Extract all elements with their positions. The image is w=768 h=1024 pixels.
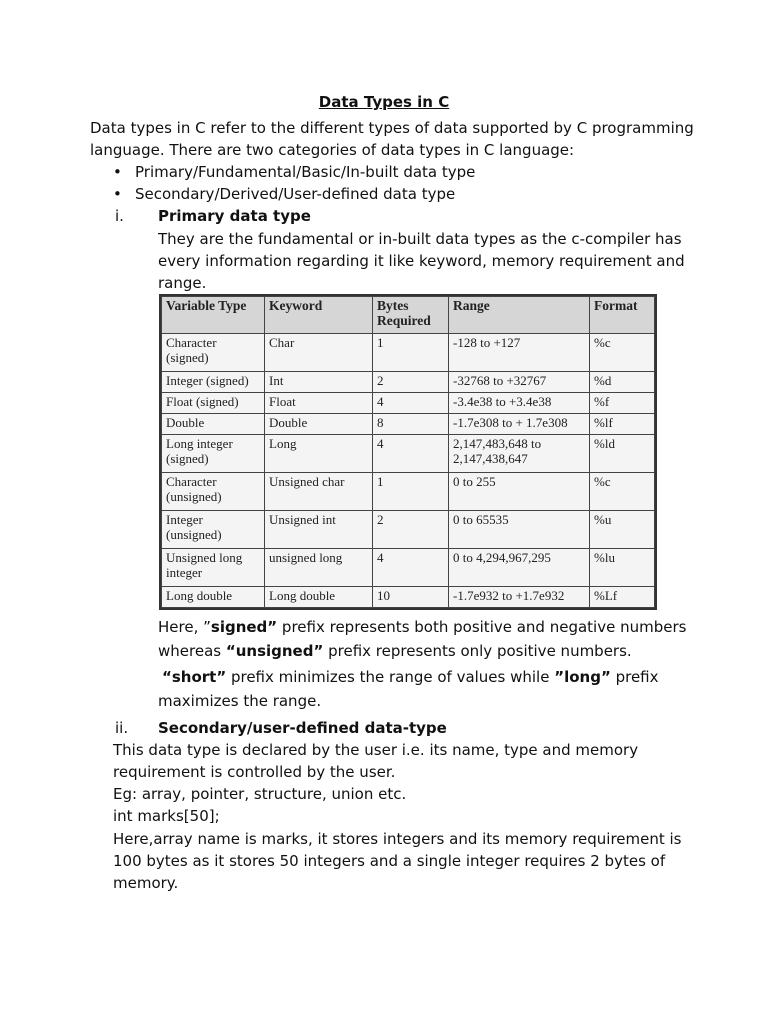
table-cell: 1: [373, 472, 449, 510]
table-cell: 4: [373, 548, 449, 586]
intro-line-1: Data types in C refer to the different types of data supported by C programming: [90, 119, 694, 137]
category-item-primary: Primary/Fundamental/Basic/In-built data type: [135, 163, 476, 181]
secondary-number: ii.: [115, 719, 129, 737]
table-row: [162, 413, 655, 434]
note-text: prefix represents only positive numbers.: [323, 642, 632, 660]
table-cell: Long double: [162, 587, 265, 608]
table-cell: %f: [590, 392, 655, 413]
table-cell: -1.7e308 to + 1.7e308: [449, 413, 590, 434]
secondary-text-line-3: Eg: array, pointer, structure, union etc.: [113, 785, 407, 803]
table-cell: 0 to 255: [449, 472, 590, 510]
table-row: [162, 392, 655, 413]
table-header-cell: Range: [449, 297, 590, 334]
table-cell: Integer (unsigned): [162, 510, 265, 548]
page-title: Data Types in C: [318, 93, 450, 111]
secondary-heading: Secondary/user-defined data-type: [158, 719, 447, 737]
table-header-row: [162, 297, 655, 334]
table-cell: Long double: [265, 587, 373, 608]
table-cell: Float (signed): [162, 392, 265, 413]
primary-text-line-3: range.: [158, 274, 207, 292]
primary-number: i.: [115, 207, 124, 225]
table-cell: %u: [590, 510, 655, 548]
primary-text-line-2: every information regarding it like keyword, memory requirement and: [158, 252, 685, 270]
note-unsigned: [158, 640, 632, 662]
table-cell: -128 to +127: [449, 334, 590, 372]
table-cell: 0 to 4,294,967,295: [449, 548, 590, 586]
primary-heading: Primary data type: [158, 207, 311, 225]
table-cell: Unsigned char: [265, 472, 373, 510]
table-row: [162, 548, 655, 586]
table-cell: Integer (signed): [162, 372, 265, 393]
table-cell: %c: [590, 472, 655, 510]
table-cell: 2: [373, 372, 449, 393]
bullet-icon: •: [113, 185, 122, 203]
note-text: prefix represents both positive and negative numbers: [277, 618, 687, 636]
note-keyword: “unsigned”: [225, 642, 324, 660]
table-cell: Long: [265, 434, 373, 472]
table-header-cell: Keyword: [265, 297, 373, 334]
table-cell: 2: [373, 510, 449, 548]
note-keyword: signed”: [210, 618, 278, 636]
table-row: [162, 434, 655, 472]
note-keyword: “short”: [162, 668, 227, 686]
table-cell: 0 to 65535: [449, 510, 590, 548]
table-header-cell: Format: [590, 297, 655, 334]
table-header-cell: Variable Type: [162, 297, 265, 334]
note-signed: [158, 616, 686, 638]
table-cell: -3.4e38 to +3.4e38: [449, 392, 590, 413]
primary-text-line-1: They are the fundamental or in-built data types as the c-compiler has: [158, 230, 682, 248]
note-text: prefix minimizes the range of values while: [226, 668, 555, 686]
table-cell: %lf: [590, 413, 655, 434]
secondary-text-line-4: int marks[50];: [113, 807, 220, 825]
table-cell: %Lf: [590, 587, 655, 608]
note-short-long: [162, 666, 659, 688]
table-cell: %lu: [590, 548, 655, 586]
data-types-table: [159, 294, 657, 610]
table-cell: -1.7e932 to +1.7e932: [449, 587, 590, 608]
table-cell: Char: [265, 334, 373, 372]
table-row: [162, 587, 655, 608]
table-cell: Float: [265, 392, 373, 413]
table-cell: Unsigned int: [265, 510, 373, 548]
table-cell: 4: [373, 434, 449, 472]
table-header-cell: Bytes Required: [373, 297, 449, 334]
note-keyword: ”long”: [554, 668, 611, 686]
table-cell: %c: [590, 334, 655, 372]
table-cell: 10: [373, 587, 449, 608]
table-cell: %ld: [590, 434, 655, 472]
table-cell: Character (signed): [162, 334, 265, 372]
table-cell: 4: [373, 392, 449, 413]
table-row: [162, 334, 655, 372]
table-cell: 2,147,483,648 to 2,147,438,647: [449, 434, 590, 472]
note-range: maximizes the range.: [158, 692, 322, 710]
intro-line-2: language. There are two categories of data types in C language:: [90, 141, 575, 159]
category-item-secondary: Secondary/Derived/User-defined data type: [135, 185, 456, 203]
note-text: whereas: [158, 642, 226, 660]
bullet-icon: •: [113, 163, 122, 181]
note-text: prefix: [610, 668, 659, 686]
table-row: [162, 372, 655, 393]
secondary-text-line-5: Here,array name is marks, it stores integers and its memory requirement is: [113, 830, 682, 848]
table-cell: 8: [373, 413, 449, 434]
secondary-text-line-7: memory.: [113, 874, 179, 892]
table-row: [162, 472, 655, 510]
secondary-text-line-6: 100 bytes as it stores 50 integers and a single integer requires 2 bytes of: [113, 852, 666, 870]
table-cell: Unsigned long integer: [162, 548, 265, 586]
table-cell: unsigned long: [265, 548, 373, 586]
table-row: [162, 510, 655, 548]
table-cell: Double: [265, 413, 373, 434]
table-cell: Int: [265, 372, 373, 393]
table-cell: %d: [590, 372, 655, 393]
note-text: Here, ”: [158, 618, 211, 636]
table-cell: -32768 to +32767: [449, 372, 590, 393]
table-cell: 1: [373, 334, 449, 372]
secondary-text-line-2: requirement is controlled by the user.: [113, 763, 396, 781]
table-cell: Character (unsigned): [162, 472, 265, 510]
table-cell: Long integer (signed): [162, 434, 265, 472]
table-cell: Double: [162, 413, 265, 434]
secondary-text-line-1: This data type is declared by the user i.e. its name, type and memory: [113, 741, 639, 759]
data-types-table-grid: [161, 296, 655, 608]
